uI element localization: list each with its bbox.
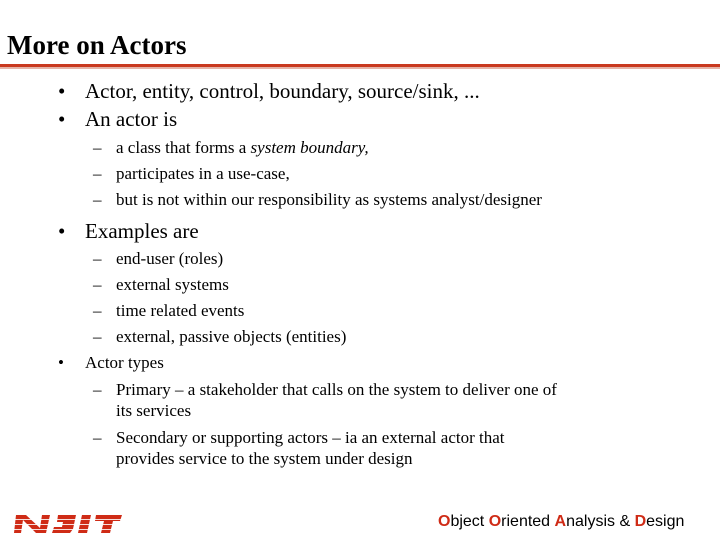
actor-type-text: Primary – a stakeholder that calls on the system to deliver one of (116, 380, 557, 399)
course-title (438, 511, 684, 533)
dash-marker: – (93, 301, 102, 320)
bullet-marker: • (58, 219, 66, 243)
dash-marker: – (93, 380, 102, 399)
title-word: riented (501, 513, 555, 530)
title-word: bject (450, 513, 489, 530)
actor-is-item-text (116, 137, 369, 159)
title-word: esign (646, 513, 685, 530)
item-emphasis: system boundary, (250, 138, 369, 157)
item-prefix: a class that forms a (116, 138, 251, 157)
example-text: time related events (116, 301, 245, 320)
example-text: external, passive objects (entities) (116, 327, 347, 346)
title-initial: A (554, 513, 567, 530)
dash-marker: – (93, 275, 102, 294)
title-rule-shadow (0, 67, 720, 69)
dash-marker: – (93, 327, 102, 346)
actor-is-item-text: participates in a use-case, (116, 164, 290, 183)
title-initial: O (488, 513, 502, 530)
bullet-text: Actor, entity, control, boundary, source/sink, ... (85, 79, 480, 103)
dash-marker: – (93, 138, 102, 157)
actor-type-continuation: provides service to the system under design (116, 449, 413, 468)
bullet-text: Actor types (85, 353, 164, 372)
bullet-text: An actor is (85, 107, 178, 131)
bullet-text: Examples are (85, 219, 199, 243)
dash-marker: – (93, 249, 102, 268)
dash-marker: – (93, 428, 102, 447)
dash-marker: – (93, 190, 102, 209)
actor-type-continuation: its services (116, 401, 192, 420)
dash-marker: – (93, 164, 102, 183)
bullet-marker: • (58, 107, 66, 131)
title-word: nalysis & (566, 513, 635, 530)
example-text: end-user (roles) (116, 249, 224, 268)
slide-title: More on Actors (7, 30, 187, 60)
actor-type-text: Secondary or supporting actors – ia an external actor that (116, 428, 505, 447)
title-initial: O (438, 513, 451, 530)
njit-logo (14, 513, 122, 535)
example-text: external systems (116, 275, 229, 294)
actor-is-item-text: but is not within our responsibility as systems analyst/designer (116, 190, 542, 209)
bullet-marker: • (58, 79, 66, 103)
bullet-marker: • (58, 353, 64, 372)
title-initial: D (634, 513, 647, 530)
